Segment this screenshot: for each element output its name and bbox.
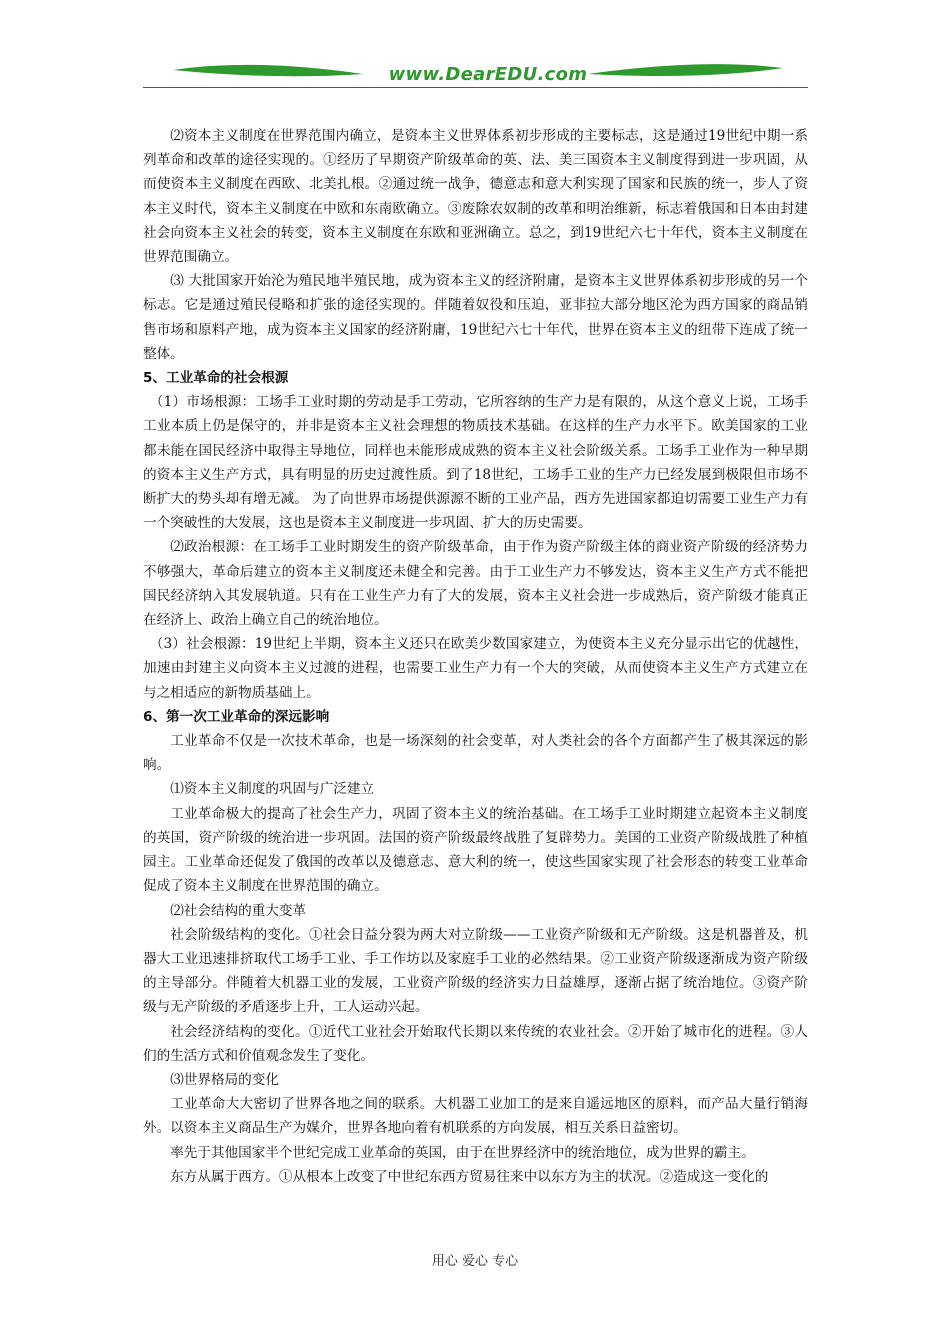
subheading-social-structure: ⑵社会结构的重大变革 — [170, 902, 307, 919]
paragraph-world-links: 工业革命大大密切了世界各地之间的联系。大机器工业加工的是来自遥远地区的原料，而产品大量行销海外。以资本主义商品生产为媒介，世界各地向着有机联系的方向发展，相互关系日益密切。 — [143, 1096, 808, 1137]
site-header-logo — [143, 54, 808, 94]
paragraph-colonies: ⑶ 大批国家开始沦为殖民地半殖民地，成为资本主义的经济附庸，是资本主义世界体系初步形成的另一个标志。它是通过殖民侵略和扩张的途径实现的。伴随着奴役和压迫，亚非拉大部分地区沦为西方国家的商品销售市场和原料产地，成为资本主义国家的经济附庸，19世纪六七十年代，世界在资本主义的纽带下连成了统一整体。 — [143, 273, 808, 362]
paragraph-east-west: 东方从属于西方。①从根本上改变了中世纪东西方贸易往来中以东方为主的状况。②造成这一变化的 — [170, 1168, 769, 1185]
subheading-system-consolidation: ⑴资本主义制度的巩固与广泛建立 — [170, 781, 375, 798]
header-divider — [143, 87, 808, 88]
paragraph-impact-intro: 工业革命不仅是一次技术革命，也是一场深刻的社会变革，对人类社会的各个方面都产生了极其深远的影响。 — [143, 733, 808, 774]
paragraph-system-consolidation: 工业革命极大的提高了社会生产力，巩固了资本主义的统治基础。在工场手工业时期建立起资本主义制度的英国，资产阶级的统治进一步巩固。法国的资产阶级最终战胜了复辟势力。美国的工业资产阶级战胜了种植园主。工业革命还促发了俄国的改革以及德意志、意大利的统一，使这些国家实现了社会形态的转变工业革命促成了资本主义制度在世界范围的确立。 — [143, 805, 808, 895]
subheading-world-pattern: ⑶世界格局的变化 — [170, 1071, 279, 1088]
paragraph-class-structure: 社会阶级结构的变化。①社会日益分裂为两大对立阶级——工业资产阶级和无产阶级。这是机器普及，机器大工业迅速排挤取代工场手工业、手工作坊以及家庭手工业的必然结果。②工业资产阶级逐渐成为资产阶级的主导部分。伴随着大机器工业的发展，工业资产阶级的经济实力日益雄厚，逐渐占据了统治地位。③资产阶级与无产阶级的矛盾逐步上升，工人运动兴起。 — [143, 926, 808, 1016]
paragraph-capitalist-system-established: ⑵资本主义制度在世界范围内确立，是资本主义世界体系初步形成的主要标志，这是通过19世纪中期一系列革命和改革的途径实现的。①经历了早期资产阶级革命的英、法、美三国资本主义制度得到进一步巩固，从而使资本主义制度在西欧、北美扎根。②通过统一战争，德意志和意大利实现了国家和民族的统一，步人了资本主义时代，资本主义制度在中欧和东南欧确立。③废除农奴制的改革和明治维新，标志着俄国和日本由封建社会向资本主义社会的转变，资本主义制度在东欧和亚洲确立。总之，到19世纪六七十年代，资本主义制度在世界范围确立。 — [143, 128, 808, 266]
document-body — [143, 124, 808, 1189]
paragraph-political-roots: ⑵政治根源：在工场手工业时期发生的资产阶级革命，由于作为资产阶级主体的商业资产阶级的经济势力不够强大，革命后建立的资本主义制度还未健全和完善。由于工业生产力不够发达，资本主义生产方式不能把国民经济纳入其发展轨道。只有在工业生产力有了大的发展，资本主义社会进一步成熟后，资产阶级才能真正在经济上、政治上确立自己的统治地位。 — [143, 539, 808, 629]
paragraph-market-roots: （1）市场根源：工场手工业时期的劳动是手工劳动，它所容纳的生产力是有限的，从这个意义上说，工场手工业本质上仍是保守的，并非是资本主义社会理想的物质技术基础。在这样的生产力水平下。欧美国家的工业都未能在国民经济中取得主导地位，同样也未能形成成熟的资本主义社会阶级关系。工场手工业作为一种早期的资本主义生产方式，具有明显的历史过渡性质。到了18世纪，工场手工业的生产力已经发展到极限但市场不断扩大的势头却有增无减。 为了向世界市场提供源源不断的工业产品，西方先进国家都迫切需要工业生产力有一个突破性的大发展，这也是资本主义制度进一步巩固、扩大的历史需要。 — [143, 394, 808, 532]
site-logo-text[interactable]: www.DearEDU.com — [388, 64, 588, 85]
section-heading-6: 6、第一次工业革命的深远影响 — [143, 708, 330, 725]
page-footer: 用心 爱心 专心 — [431, 1254, 519, 1269]
section-heading-5: 5、工业革命的社会根源 — [143, 370, 289, 387]
paragraph-britain-hegemon: 率先于其他国家半个世纪完成工业革命的英国，由于在世界经济中的统治地位，成为世界的霸主。 — [170, 1144, 755, 1161]
paragraph-social-roots: （3）社会根源：19世纪上半期，资本主义还只在欧美少数国家建立，为使资本主义充分显示出它的优越性，加速由封建主义向资本主义过渡的进程，也需要工业生产力有一个大的突破，从而使资本主义生产方式建立在与之相适应的新物质基础上。 — [143, 636, 808, 701]
paragraph-economic-structure: 社会经济结构的变化。①近代工业社会开始取代长期以来传统的农业社会。②开始了城市化的进程。③人们的生活方式和价值观念发生了变化。 — [143, 1023, 808, 1064]
